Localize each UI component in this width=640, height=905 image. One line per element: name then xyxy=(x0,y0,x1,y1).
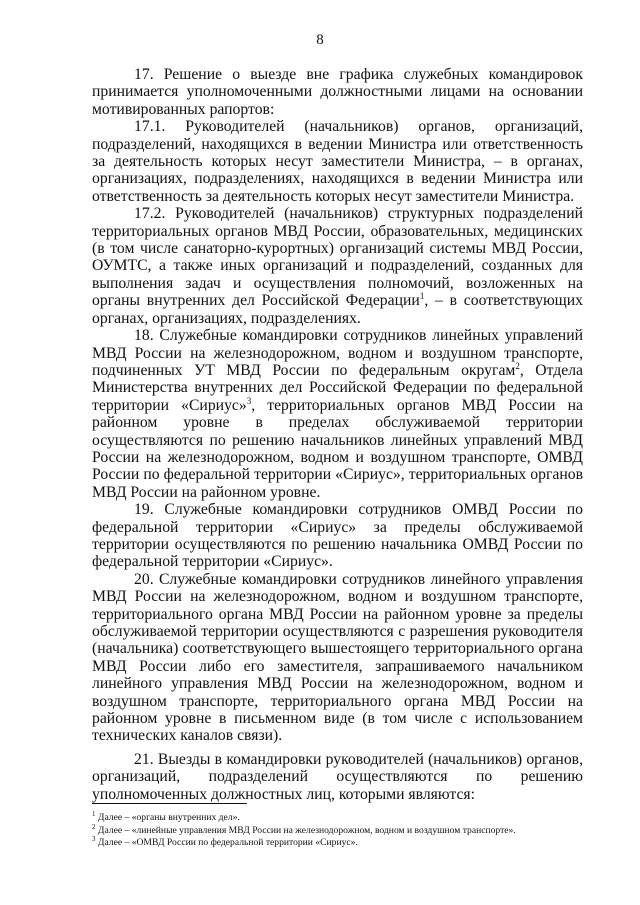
paragraph-text: 18. Служебные командировки сотрудников линейных управлений МВД России на железнодорожном, водном и воздушном транспорте, подчиненных УТ МВД России по федеральным округам xyxy=(92,327,583,379)
footnote-text: Далее – «органы внутренних дел». xyxy=(97,812,240,823)
document-body xyxy=(92,66,583,803)
paragraph-17: 17. Решение о выезде вне графика служебных командировок принимается уполномоченными должностными лицами на основании мотивированных рапортов: xyxy=(92,66,583,118)
footnote-1 xyxy=(92,809,583,825)
footnote-mark: 3 xyxy=(92,835,96,843)
paragraph-text: , Отдела Министерства внутренних дел Российской Федерации по федеральной территории «Сириус» xyxy=(92,361,583,414)
paragraph-20: 20. Служебные командировки сотрудников линейного управления МВД России на железнодорожном, водном и воздушном транспорте, территориального органа МВД России на районном уровне за пределы обслуживаемой территории осуществляются с разрешения руководителя (начальника) соответствующего вышестоящего территориального органа МВД России либо его заместителя, запрашиваемого начальником линейного управления МВД России на железнодорожном, водном и воздушном транспорте, территориального органа МВД России на районном уровне в письменном виде (в том числе с использованием технических каналов связи). xyxy=(92,570,583,745)
paragraph-text: , территориальных органов МВД России на районном уровне в пределах обслуживаемой территории осуществляются по решению начальников линейных управлений МВД России на железнодорожном, водном и воздушном транспорте, ОМВД России по федеральной территории «Сириус», территориальных органов МВД России на районном уровне. xyxy=(92,396,583,501)
paragraph-text: 17.2. Руководителей (начальников) структурных подразделений территориальных органов МВД России, образовательных, медицинских (в том числе санаторно-курортных) организаций системы МВД России, ОУМТС, а также иных организаций и подразделений, созданных для выполнения задач и осуществления полномочий, возложенных на органы внутренних дел Российской Федерации xyxy=(92,205,583,310)
footnote-ref-2: 2 xyxy=(515,360,520,371)
footnote-mark: 2 xyxy=(92,822,96,831)
footnote-2 xyxy=(92,822,583,838)
paragraph-17-1: 17.1. Руководителей (начальников) органов, организаций, подразделений, находящихся в ведении Министра или ответственность за деятельность которых несут заместители Министра, – в органах, организациях, подразделениях, находящихся в ведении Министра или ответственность за деятельность которых несут заместители Министра. xyxy=(92,118,583,205)
footnote-ref-1: 1 xyxy=(419,291,425,302)
footnote-text: Далее – «линейные управления МВД России на железнодорожном, водном и воздушном транспорте». xyxy=(97,824,516,836)
paragraph-17-2 xyxy=(92,205,583,327)
footnote-divider xyxy=(92,803,247,804)
paragraph-21: 21. Выезды в командировки руководителей (начальников) органов, организаций, подразделений осуществляются по решению уполномоченных должностных лиц, которыми являются: xyxy=(92,750,583,803)
footnote-3 xyxy=(92,837,583,850)
paragraph-19: 19. Служебные командировки сотрудников ОМВД России по федеральной территории «Сириус» за пределы обслуживаемой территории осуществляются по решению начальника ОМВД России по федеральной территории «Сириус». xyxy=(92,501,583,571)
footnotes xyxy=(92,809,583,850)
page-number: 8 xyxy=(316,32,324,48)
footnote-ref-3: 3 xyxy=(246,395,252,406)
footnote-text: Далее – «ОМВД России по федеральной территории «Сириус». xyxy=(97,837,358,849)
paragraph-18 xyxy=(92,327,583,501)
footnote-mark: 1 xyxy=(92,809,96,818)
paragraph-text: , – в соответствующих органах, организациях, подразделениях. xyxy=(92,292,583,327)
